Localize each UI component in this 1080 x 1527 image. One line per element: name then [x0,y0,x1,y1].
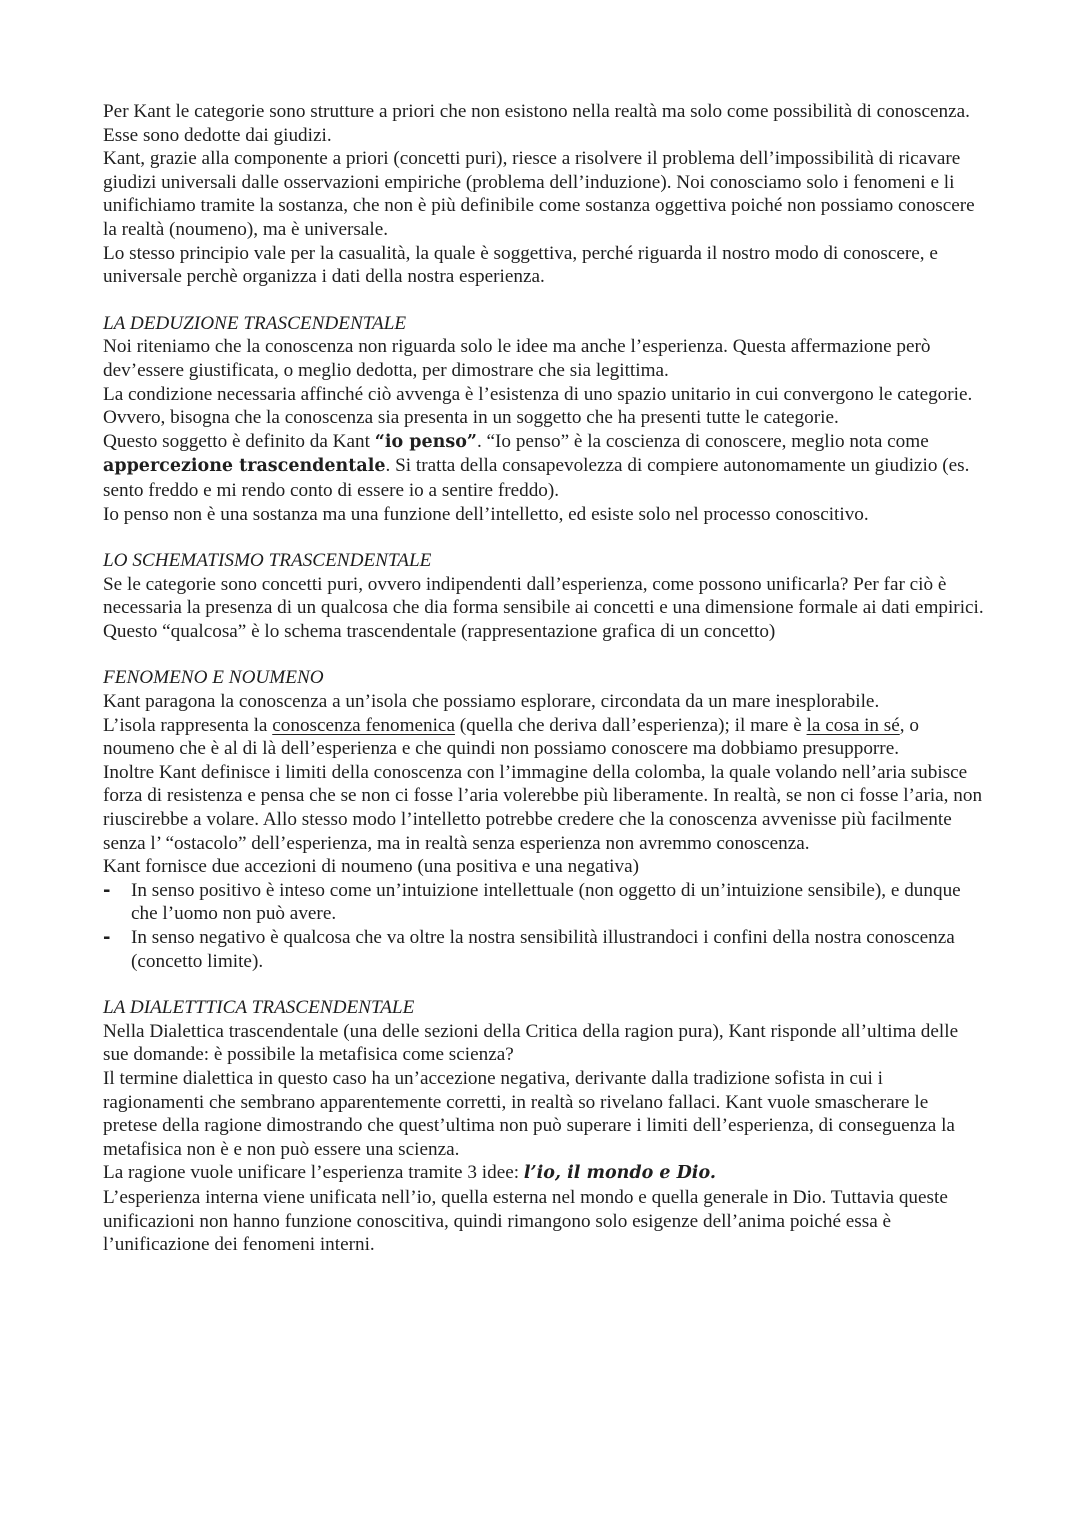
fenomeno-paragraph-4: Kant fornisce due accezioni di noumeno (una positiva e una negativa) [103,856,639,878]
dialettica-section [103,996,984,1257]
list-item [103,926,984,973]
fenomeno-paragraph-3: Inoltre Kant definisce i limiti della conoscenza con l’immagine della colomba, la quale volando nell’aria subisce forza di resistenza e pensa che se non ci fosse l’aria volerebbe più liberamente. In realtà, se non ci fosse l’aria, non riuscirebbe a volare. Allo stesso modo l’intelletto potrebbe credere che la conoscenza avvenisse più facilmente senza l’ “ostacolo” dell’esperienza, ma in realtà senza esperienza non avremmo conoscenza. [103,761,983,854]
appercezione-bold: appercezione trascendentale [103,456,386,477]
noumeno-list [103,879,984,973]
dialettica-paragraph-1: Nella Dialettica trascendentale (una delle sezioni della Critica della ragion pura), Kant risponde all’ultima delle sue domande: è possibile la metafisica come scienza? [103,1020,959,1066]
io-penso-bold: “io penso” [374,431,477,452]
deduzione-text-b: . “Io penso” è la coscienza di conoscere, meglio nota come [476,430,929,452]
fenomeno-section [103,666,984,973]
deduzione-heading: LA DEDUZIONE TRASCENDENTALE [103,312,407,334]
tre-idee-bold: l’io, il mondo e Dio. [523,1163,716,1184]
intro-paragraph-3: Lo stesso principio vale per la casualità, la quale è soggettiva, perché riguarda il nostro modo di conoscere, e universale perchè organizza i dati della nostra esperienza. [103,242,938,288]
cosa-in-se-underlined: la cosa in sé [806,714,900,736]
deduzione-text-c: . Si tratta della consapevolezza di compiere autonomamente un giudizio (es. sento freddo e mi rendo conto di essere io a sentire freddo). [103,455,970,501]
fenomeno-paragraph-2 [103,714,984,761]
deduzione-paragraph-2: La condizione necessaria affinché ciò avvenga è l’esistenza di uno spazio unitario in cui convergono le categorie. Ovvero, bisogna che la conoscenza sia presenta in un soggetto che ha presenti tutte le categorie. [103,383,973,429]
fenomeno-text-b: (quella che deriva dall’esperienza); il mare è [454,714,807,736]
intro-paragraph-1: Per Kant le categorie sono strutture a priori che non esistono nella realtà ma solo come possibilità di conoscenza. Esse sono dedotte dai giudizi. [103,101,970,146]
dialettica-paragraph-2: Il termine dialettica in questo caso ha un’accezione negativa, derivante dalla tradizione sofista in cui i ragionamenti che sembrano apparentemente corretti, in realtà so rivelano fallaci. Kant vuole smascherare le pretese della ragione dimostrando che quest’ultima non può superare i limiti dell’esperienza, di conseguenza la metafisica non è e non può essere una scienza. [103,1067,955,1160]
dash-bullet-icon: - [103,879,111,901]
conoscenza-fenomenica-underlined: conoscenza fenomenica [272,714,455,736]
deduzione-text-a: Questo soggetto è definito da Kant [103,430,375,452]
fenomeno-paragraph-1: Kant paragona la conoscenza a un’isola che possiamo esplorare, circondata da un mare inesplorabile. [103,691,880,713]
dialettica-text-a: La ragione vuole unificare l’esperienza tramite 3 idee: [103,1162,524,1184]
deduzione-paragraph-3 [103,430,984,503]
list-item [103,879,984,926]
fenomeno-text-a: L’isola rappresenta la [103,714,273,736]
fenomeno-heading: FENOMENO E NOUMENO [103,667,324,689]
intro-section [103,100,984,289]
list-item-text: In senso negativo è qualcosa che va oltre la nostra sensibilità illustrandoci i confini della nostra conoscenza (concetto limite). [131,927,955,972]
schematismo-paragraph-1: Se le categorie sono concetti puri, ovvero indipendenti dall’esperienza, come possono unificarla? Per far ciò è necessaria la presenza di un qualcosa che dia forma sensibile ai concetti e una dimensione formale ai dati empirici. Questo “qualcosa” è lo schema trascendentale (rappresentazione grafica di un concetto) [103,573,984,642]
deduzione-paragraph-4: Io penso non è una sostanza ma una funzione dell’intelletto, ed esiste solo nel processo conoscitivo. [103,503,869,525]
dialettica-heading: LA DIALETTTICA TRASCENDENTALE [103,997,415,1019]
schematismo-heading: LO SCHEMATISMO TRASCENDENTALE [103,550,432,572]
fenomeno-text-c: , o noumeno che è al di là dell’esperienza e che quindi non possiamo conoscere ma dobbiamo presupporre. [103,714,919,760]
intro-paragraph-2: Kant, grazie alla componente a priori (concetti puri), riesce a risolvere il problema dell’impossibilità di ricavare giudizi universali dalle osservazioni empiriche (problema dell’induzione). Noi conosciamo solo i fenomeni e li unifichiamo tramite la sostanza, che non è più definibile come sostanza oggettiva poiché non possiamo conoscere la realtà (noumeno), ma è universale. [103,148,975,240]
dash-bullet-icon: - [103,927,111,948]
dialettica-paragraph-4: L’esperienza interna viene unificata nell’io, quella esterna nel mondo e quella generale in Dio. Tuttavia queste unificazioni non hanno funzione conoscitiva, quindi rimangono solo esigenze dell’anima poiché essa è l’unificazione dei fenomeni interni. [103,1186,948,1256]
deduzione-paragraph-1: Noi riteniamo che la conoscenza non riguarda solo le idee ma anche l’esperienza. Questa affermazione però dev’essere giustificata, o meglio dedotta, per dimostrare che sia legittima. [103,336,931,381]
dialettica-paragraph-3 [103,1161,984,1186]
schematismo-section [103,549,984,643]
deduzione-section [103,312,984,526]
list-item-text: In senso positivo è inteso come un’intuizione intellettuale (non oggetto di un’intuizione sensibile), e dunque che l’uomo non può avere. [131,879,961,925]
